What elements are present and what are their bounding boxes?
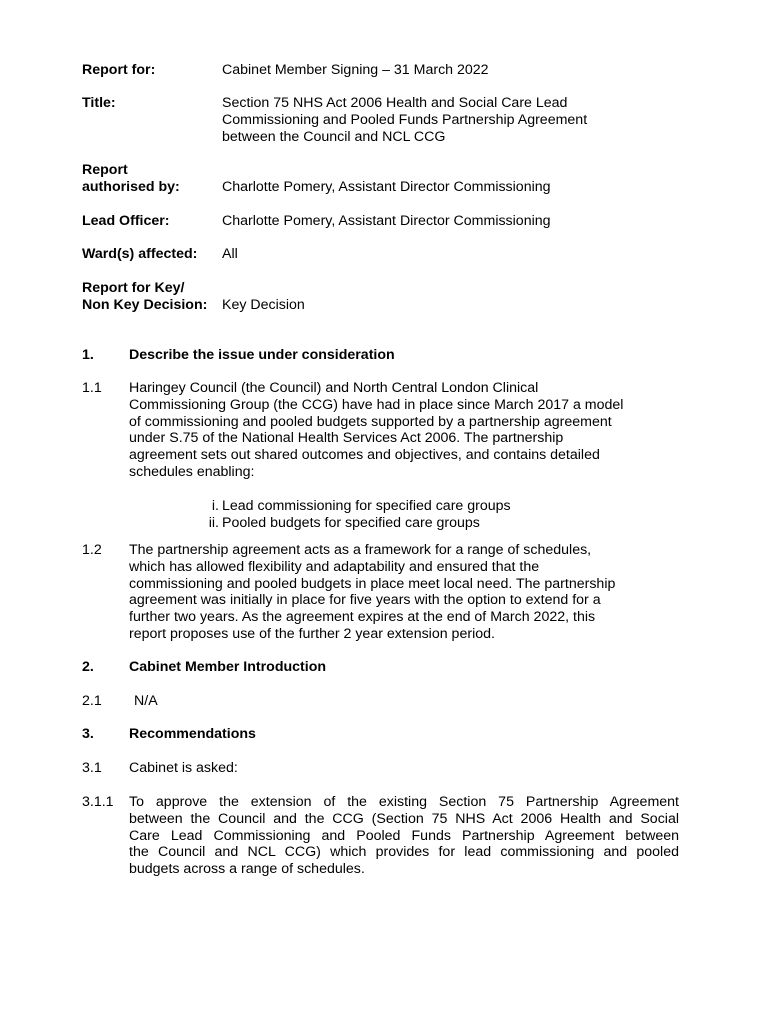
authorised-by-label: [82, 162, 222, 196]
title-label: Title:: [82, 95, 116, 111]
paragraph-line: To approve the extension of the existing Section 75 Partnership Agreement: [129, 794, 679, 810]
list-marker: ii.: [208, 515, 219, 531]
paragraph-text: [129, 542, 679, 643]
decision-value: Key Decision: [222, 297, 305, 313]
paragraph-text: Cabinet is asked:: [129, 760, 238, 776]
paragraph-line: which has allowed flexibility and adaptability and ensured that the: [129, 558, 540, 575]
authorised-by-label-line: authorised by:: [82, 178, 180, 195]
authorised-by-label-line: Report: [82, 162, 128, 178]
list-item: Pooled budgets for specified care groups: [222, 515, 480, 531]
section-number: 3.: [82, 726, 94, 742]
paragraph-line: commissioning and pooled budgets in place meet local need. The partnership: [129, 575, 616, 592]
paragraph-number: 1.1: [82, 380, 102, 396]
decision-label-line: Non Key Decision:: [82, 296, 208, 313]
paragraph-line: report proposes use of the further 2 year extension period.: [129, 625, 495, 642]
section-heading: Describe the issue under consideration: [129, 347, 395, 363]
title-value-line: between the Council and NCL CCG: [222, 128, 446, 145]
paragraph-line: agreement sets out shared outcomes and objectives, and contains detailed: [129, 447, 600, 464]
list-item: Lead commissioning for specified care groups: [222, 498, 511, 514]
paragraph-line: further two years. As the agreement expires at the end of March 2022, this: [129, 609, 596, 626]
paragraph-number: 1.2: [82, 542, 102, 558]
lead-officer-label: Lead Officer:: [82, 213, 170, 229]
title-value-line: Commissioning and Pooled Funds Partnership Agreement: [222, 111, 588, 128]
paragraph-line: between the Council and the CCG (Section 75 NHS Act 2006 Health and Social: [129, 810, 679, 827]
report-for-label: Report for:: [82, 62, 156, 78]
decision-label-line: Report for Key/: [82, 280, 185, 296]
title-value: [222, 95, 692, 145]
wards-value: All: [222, 246, 238, 262]
paragraph-line: Commissioning Group (the CCG) have had in place since March 2017 a model: [129, 396, 624, 413]
paragraph-line: budgets across a range of schedules.: [129, 861, 365, 878]
lead-officer-value: Charlotte Pomery, Assistant Director Commissioning: [222, 213, 551, 229]
paragraph-line: The partnership agreement acts as a framework for a range of schedules,: [129, 542, 592, 558]
report-for-value: Cabinet Member Signing – 31 March 2022: [222, 62, 489, 78]
paragraph-number: 3.1: [82, 760, 102, 776]
paragraph-line: of commissioning and pooled budgets supported by a partnership agreement: [129, 413, 612, 430]
wards-label: Ward(s) affected:: [82, 246, 198, 262]
paragraph-line: schedules enabling:: [129, 463, 255, 480]
section-number: 1.: [82, 347, 94, 363]
paragraph-line: Care Lead Commissioning and Pooled Funds Partnership Agreement between: [129, 827, 679, 844]
paragraph-number: 2.1: [82, 693, 102, 709]
authorised-by-value: Charlotte Pomery, Assistant Director Commissioning: [222, 179, 551, 195]
paragraph-line: the Council and NCL CCG) which provides for lead commissioning and pooled: [129, 844, 679, 861]
section-heading: Recommendations: [129, 726, 256, 742]
paragraph-line: under S.75 of the National Health Services Act 2006. The partnership: [129, 430, 564, 447]
paragraph-text: [129, 794, 679, 878]
paragraph-number: 3.1.1: [82, 794, 114, 810]
decision-label: [82, 280, 222, 314]
title-value-line: Section 75 NHS Act 2006 Health and Social Care Lead: [222, 95, 568, 111]
paragraph-line: agreement was initially in place for five years with the option to extend for a: [129, 592, 601, 609]
section-number: 2.: [82, 659, 94, 675]
list-marker: i.: [211, 498, 219, 514]
paragraph-text: N/A: [134, 693, 158, 709]
paragraph-line: Haringey Council (the Council) and North Central London Clinical: [129, 380, 539, 396]
section-heading: Cabinet Member Introduction: [129, 659, 327, 675]
paragraph-text: [129, 380, 679, 481]
